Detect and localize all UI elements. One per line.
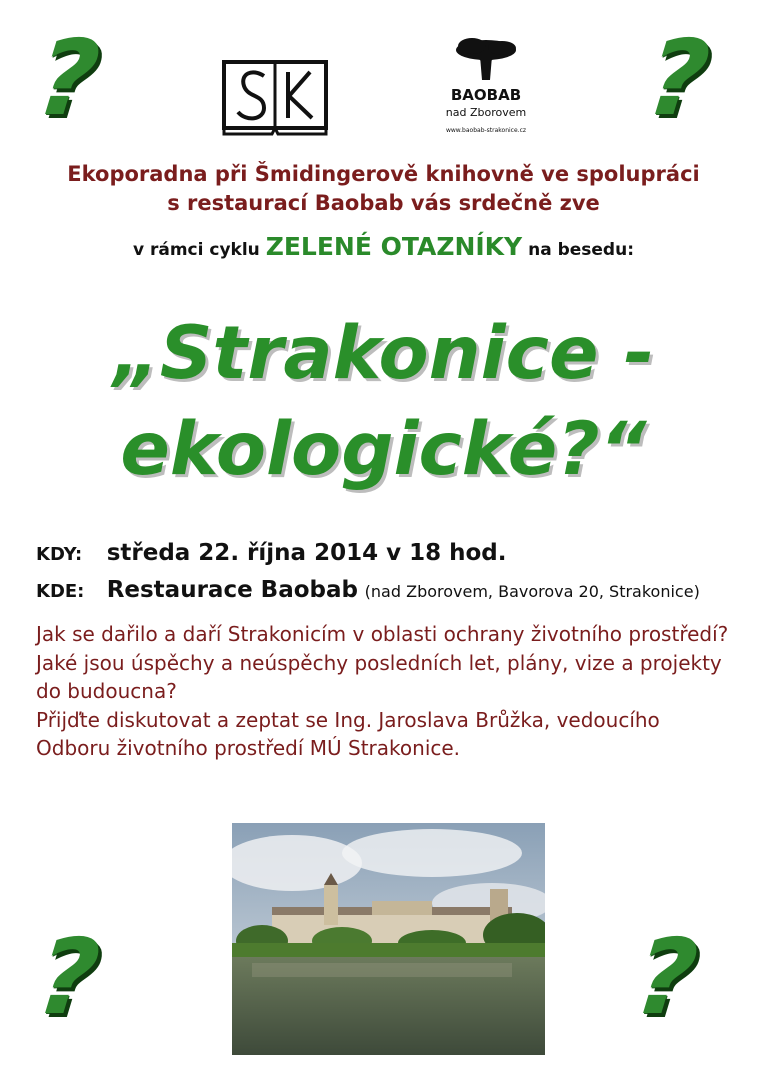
library-logo <box>222 60 328 136</box>
svg-text:nad Zborovem: nad Zborovem <box>446 106 526 119</box>
event-title: „Strakonice - <box>112 311 655 396</box>
series-name: ZELENÉ OTAZNÍKY <box>265 232 523 261</box>
strakonice-photo <box>232 823 545 1055</box>
where-note: (nad Zborovem, Bavorova 20, Strakonice) <box>364 582 700 601</box>
where-label: KDE: <box>36 581 85 602</box>
question-mark-icon: ? <box>629 916 703 1038</box>
when-value: středa 22. října 2014 v 18 hod. <box>106 540 507 566</box>
when-label: KDY: <box>36 544 83 565</box>
description-paragraph: Přijďte diskutovat a zeptat se Ing. Jaroslava Brůžka, vedoucího Odboru životního prostředí MÚ Strakonice. <box>36 707 660 760</box>
svg-text:www.baobab-strakonice.cz: www.baobab-strakonice.cz <box>446 127 526 134</box>
description-paragraph: Jaké jsou úspěchy a neúspěchy posledních let, plány, vize a projekty do budoucna? <box>36 650 722 703</box>
when-row <box>36 540 506 566</box>
series-prefix: v rámci cyklu <box>132 240 260 260</box>
intro-line: s restaurací Baobab vás srdečně zve <box>167 191 600 215</box>
series-suffix: na besedu: <box>528 240 635 260</box>
event-title: ekologické?“ <box>120 407 647 492</box>
baobab-logo <box>446 36 526 140</box>
where-row <box>36 577 700 603</box>
question-mark-icon: ? <box>641 17 715 139</box>
intro-line: Ekoporadna při Šmidingerově knihovně ve spolupráci <box>67 162 700 186</box>
svg-text:BAOBAB: BAOBAB <box>450 86 522 104</box>
series-line <box>0 232 767 261</box>
where-value: Restaurace Baobab <box>106 577 358 603</box>
question-mark-icon: ? <box>31 17 105 139</box>
description <box>36 620 736 763</box>
question-mark-icon: ? <box>31 916 105 1038</box>
description-paragraph: Jak se dařilo a daří Strakonicím v oblasti ochrany životního prostředí? <box>36 622 729 646</box>
